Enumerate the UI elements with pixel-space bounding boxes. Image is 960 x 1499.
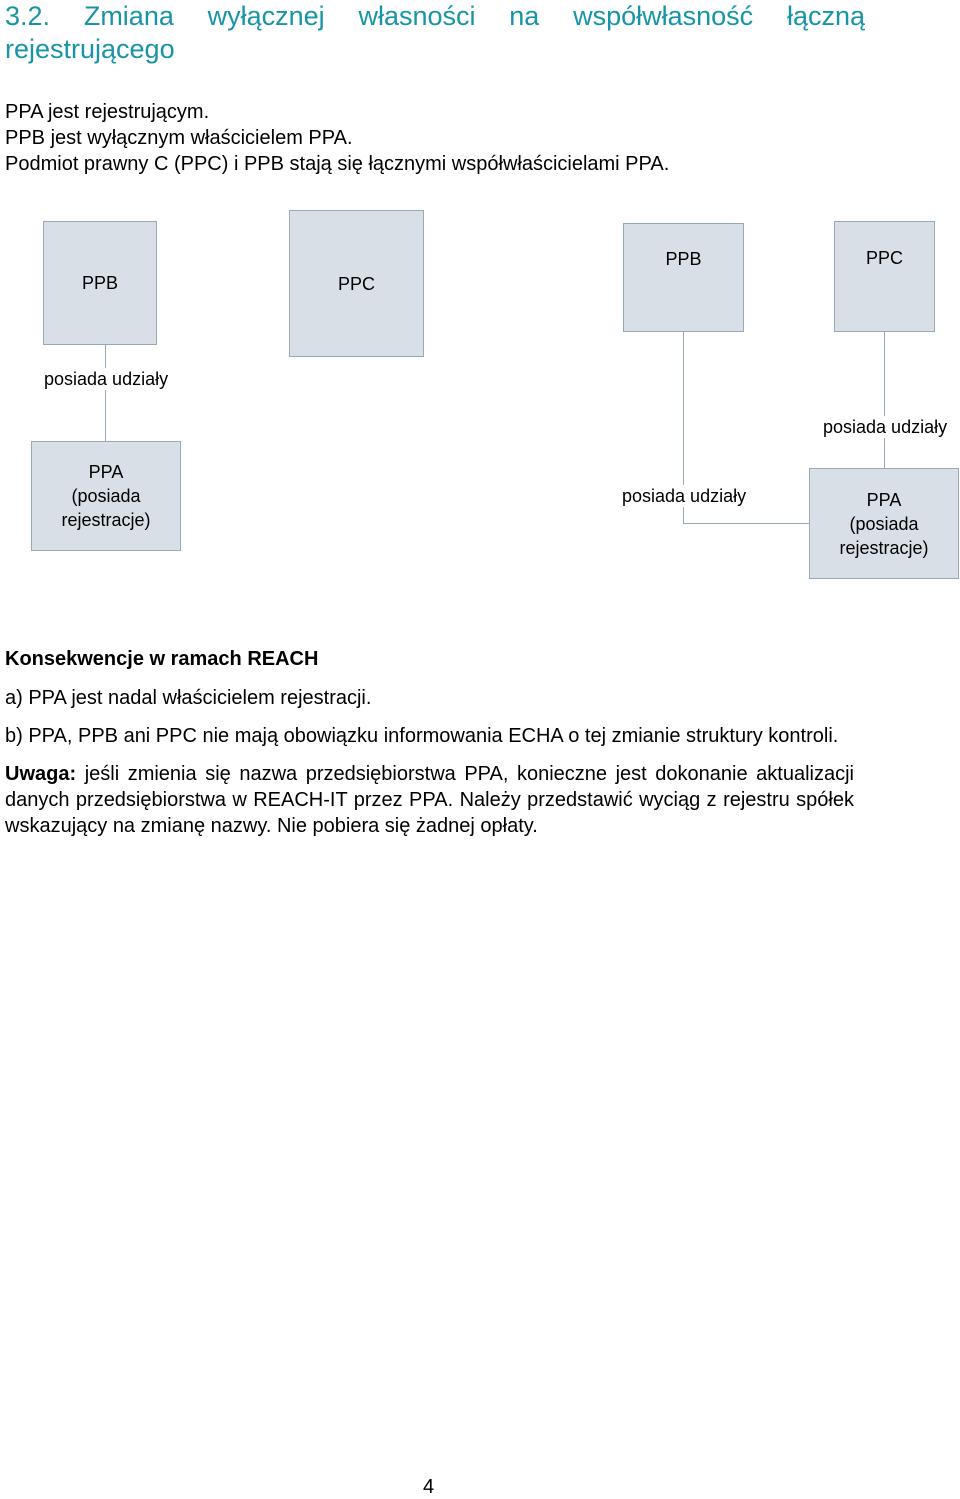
connector-line (683, 523, 809, 524)
box-ppa-left: PPA (posiada rejestracje) (31, 441, 181, 551)
connector-line (884, 331, 885, 469)
relation-label-ppc: posiada udziały (823, 417, 948, 437)
intro-text (5, 99, 669, 177)
relation-label-ppb: posiada udziały (622, 486, 747, 506)
section-heading (5, 0, 865, 66)
note-label: Uwaga: (5, 763, 77, 785)
relation-label-left: posiada udziały (44, 369, 169, 389)
box-ppb-right: PPB (623, 223, 744, 332)
note-paragraph (5, 761, 854, 839)
note-text: jeśli zmienia się nazwa przedsiębiorstwa PPA, konieczne jest dokonanie aktualizacji danych przedsiębiorstwa w REACH-IT przez PPA. Należy przedstawić wyciąg z rejestru spółek wskazujący na zmianę nazwy. Nie pobiera się żadnej opłaty. (5, 763, 854, 837)
box-ppc-right: PPC (834, 221, 935, 332)
consequences-section (5, 646, 854, 851)
section-number: 3.2. (5, 1, 51, 31)
page-number: 4 (422, 1476, 435, 1498)
intro-line: Podmiot prawny C (PPC) i PPB stają się łącznymi współwłaścicielami PPA. (5, 153, 670, 175)
section-title: Zmiana wyłącznej własności na współwłasność łączną rejestrującego (5, 1, 865, 64)
consequence-b: b) PPA, PPB ani PPC nie mają obowiązku informowania ECHA o tej zmianie struktury kontroli. (5, 725, 839, 747)
box-ppa-right: PPA (posiada rejestracje) (809, 468, 959, 579)
consequences-title: Konsekwencje w ramach REACH (5, 648, 319, 670)
consequence-a: a) PPA jest nadal właścicielem rejestracji. (5, 687, 372, 709)
box-ppc-left: PPC (289, 210, 424, 357)
connector-line (105, 344, 106, 441)
box-ppb-left: PPB (43, 221, 157, 345)
intro-line: PPB jest wyłącznym właścicielem PPA. (5, 127, 353, 149)
intro-line: PPA jest rejestrującym. (5, 101, 210, 123)
